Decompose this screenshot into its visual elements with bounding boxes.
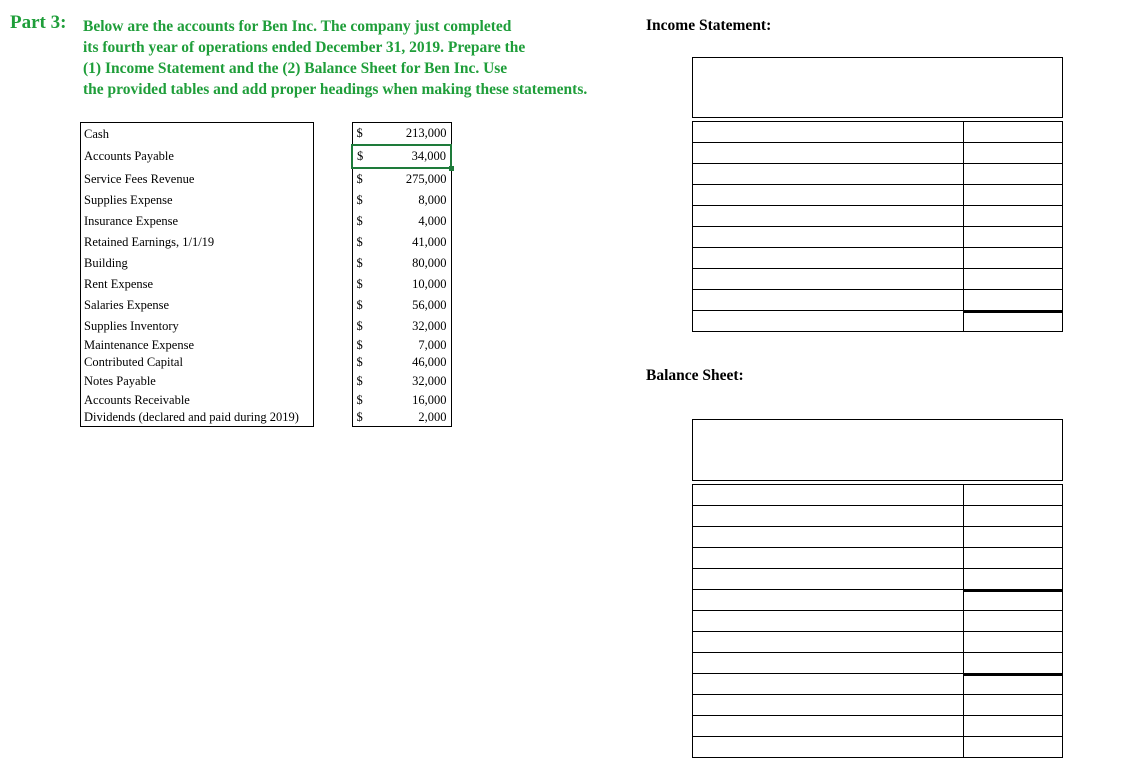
account-name[interactable]: Cash <box>81 123 314 146</box>
account-name[interactable]: Supplies Expense <box>81 190 314 211</box>
account-row[interactable] <box>81 354 452 371</box>
account-name[interactable]: Insurance Expense <box>81 211 314 232</box>
currency-cell[interactable]: $ <box>352 316 377 337</box>
statement-row[interactable] <box>693 695 1062 716</box>
statement-total-row[interactable] <box>693 590 1062 611</box>
account-row[interactable] <box>81 168 452 190</box>
instructions <box>83 16 603 100</box>
amount-cell[interactable] <box>964 737 1062 757</box>
account-amount[interactable]: 10,000 <box>377 274 451 295</box>
amount-cell[interactable] <box>964 611 1062 631</box>
part-label: Part 3: <box>10 12 67 33</box>
account-row[interactable] <box>81 392 452 409</box>
account-row[interactable] <box>81 211 452 232</box>
statement-row[interactable] <box>693 716 1062 737</box>
statement-row[interactable] <box>693 548 1062 569</box>
account-amount[interactable]: 8,000 <box>377 190 451 211</box>
account-amount[interactable]: 16,000 <box>377 392 451 409</box>
account-row[interactable] <box>81 316 452 337</box>
currency-cell[interactable]: $ <box>352 371 377 392</box>
account-row[interactable] <box>81 190 452 211</box>
statement-row[interactable] <box>693 506 1062 527</box>
account-name[interactable]: Notes Payable <box>81 371 314 392</box>
statement-row[interactable] <box>693 527 1062 548</box>
account-name[interactable]: Maintenance Expense <box>81 337 314 354</box>
account-name[interactable]: Salaries Expense <box>81 295 314 316</box>
statement-row[interactable] <box>693 143 1062 164</box>
account-amount[interactable]: 7,000 <box>377 337 451 354</box>
account-row[interactable] <box>81 371 452 392</box>
account-row-selected[interactable] <box>81 145 452 168</box>
statement-row[interactable] <box>693 653 1062 674</box>
statement-total-row[interactable] <box>693 674 1062 695</box>
balance-sheet-title: Balance Sheet: <box>646 367 744 384</box>
currency-cell[interactable]: $ <box>352 232 377 253</box>
currency-cell[interactable]: $ <box>352 123 377 146</box>
amount-cell[interactable] <box>964 632 1062 652</box>
statement-row[interactable] <box>693 227 1062 248</box>
account-amount[interactable]: 34,000 <box>377 145 451 168</box>
account-name[interactable]: Rent Expense <box>81 274 314 295</box>
amount-cell[interactable] <box>964 143 1062 163</box>
currency-cell[interactable]: $ <box>352 392 377 409</box>
amount-cell[interactable] <box>964 716 1062 736</box>
account-row[interactable] <box>81 253 452 274</box>
statement-row[interactable] <box>693 269 1062 290</box>
currency-cell[interactable]: $ <box>352 145 377 168</box>
amount-cell[interactable] <box>964 206 1062 226</box>
amount-cell[interactable] <box>964 227 1062 247</box>
statement-row[interactable] <box>693 485 1062 506</box>
account-amount[interactable]: 56,000 <box>377 295 451 316</box>
account-amount[interactable]: 32,000 <box>377 371 451 392</box>
account-amount[interactable]: 32,000 <box>377 316 451 337</box>
amount-cell[interactable] <box>964 527 1062 547</box>
currency-cell[interactable]: $ <box>352 354 377 371</box>
statement-row[interactable] <box>693 185 1062 206</box>
total-cell[interactable] <box>964 590 1062 610</box>
instruction-line: Below are the accounts for Ben Inc. The company just completed <box>83 18 512 35</box>
instruction-line: (1) Income Statement and the (2) Balance Sheet for Ben Inc. Use <box>83 60 508 77</box>
account-name[interactable]: Accounts Receivable <box>81 392 314 409</box>
amount-cell[interactable] <box>964 485 1062 505</box>
account-name[interactable]: Dividends (declared and paid during 2019) <box>81 409 314 427</box>
amount-cell[interactable] <box>964 653 1062 673</box>
amount-cell[interactable] <box>964 122 1062 142</box>
balance-sheet-grid <box>692 419 1063 758</box>
statement-row[interactable] <box>693 164 1062 185</box>
statement-heading-cell[interactable] <box>692 419 1063 481</box>
statement-row[interactable] <box>693 632 1062 653</box>
currency-cell[interactable]: $ <box>352 190 377 211</box>
account-amount[interactable]: 2,000 <box>377 409 451 427</box>
account-name[interactable]: Accounts Payable <box>81 145 314 168</box>
account-row[interactable] <box>81 409 452 427</box>
account-name[interactable]: Supplies Inventory <box>81 316 314 337</box>
account-amount[interactable]: 41,000 <box>377 232 451 253</box>
total-cell[interactable] <box>964 311 1062 331</box>
account-name[interactable]: Contributed Capital <box>81 354 314 371</box>
amount-cell[interactable] <box>964 290 1062 310</box>
statement-row[interactable] <box>693 206 1062 227</box>
statement-total-row[interactable] <box>693 311 1062 332</box>
amount-cell[interactable] <box>964 269 1062 289</box>
statement-row[interactable] <box>693 290 1062 311</box>
statement-row[interactable] <box>693 737 1062 758</box>
amount-cell[interactable] <box>964 248 1062 268</box>
currency-cell[interactable]: $ <box>352 295 377 316</box>
account-row[interactable] <box>81 232 452 253</box>
account-name[interactable]: Retained Earnings, 1/1/19 <box>81 232 314 253</box>
statement-heading-cell[interactable] <box>692 57 1063 118</box>
account-amount[interactable]: 213,000 <box>377 123 451 146</box>
currency-cell[interactable]: $ <box>352 409 377 427</box>
total-cell[interactable] <box>964 674 1062 694</box>
currency-cell[interactable]: $ <box>352 274 377 295</box>
account-name[interactable]: Building <box>81 253 314 274</box>
amount-cell[interactable] <box>964 506 1062 526</box>
instruction-line: its fourth year of operations ended December 31, 2019. Prepare the <box>83 39 526 56</box>
statement-row[interactable] <box>693 122 1062 143</box>
currency-cell[interactable]: $ <box>352 168 377 190</box>
statement-row[interactable] <box>693 569 1062 590</box>
income-statement-grid <box>692 57 1063 332</box>
account-amount[interactable]: 4,000 <box>377 211 451 232</box>
account-row[interactable] <box>81 295 452 316</box>
amount-cell[interactable] <box>964 569 1062 589</box>
account-name[interactable]: Service Fees Revenue <box>81 168 314 190</box>
instruction-line: the provided tables and add proper headings when making these statements. <box>83 81 588 98</box>
amount-cell[interactable] <box>964 164 1062 184</box>
amount-cell[interactable] <box>964 185 1062 205</box>
currency-cell[interactable]: $ <box>352 337 377 354</box>
amount-cell[interactable] <box>964 548 1062 568</box>
account-amount[interactable]: 275,000 <box>377 168 451 190</box>
income-statement-title: Income Statement: <box>646 17 772 34</box>
amount-cell[interactable] <box>964 695 1062 715</box>
account-row[interactable] <box>81 337 452 354</box>
account-amount[interactable]: 46,000 <box>377 354 451 371</box>
accounts-table <box>80 122 452 427</box>
statement-row[interactable] <box>693 248 1062 269</box>
currency-cell[interactable]: $ <box>352 211 377 232</box>
currency-cell[interactable]: $ <box>352 253 377 274</box>
account-row[interactable] <box>81 123 452 146</box>
statement-row[interactable] <box>693 611 1062 632</box>
account-row[interactable] <box>81 274 452 295</box>
account-amount[interactable]: 80,000 <box>377 253 451 274</box>
